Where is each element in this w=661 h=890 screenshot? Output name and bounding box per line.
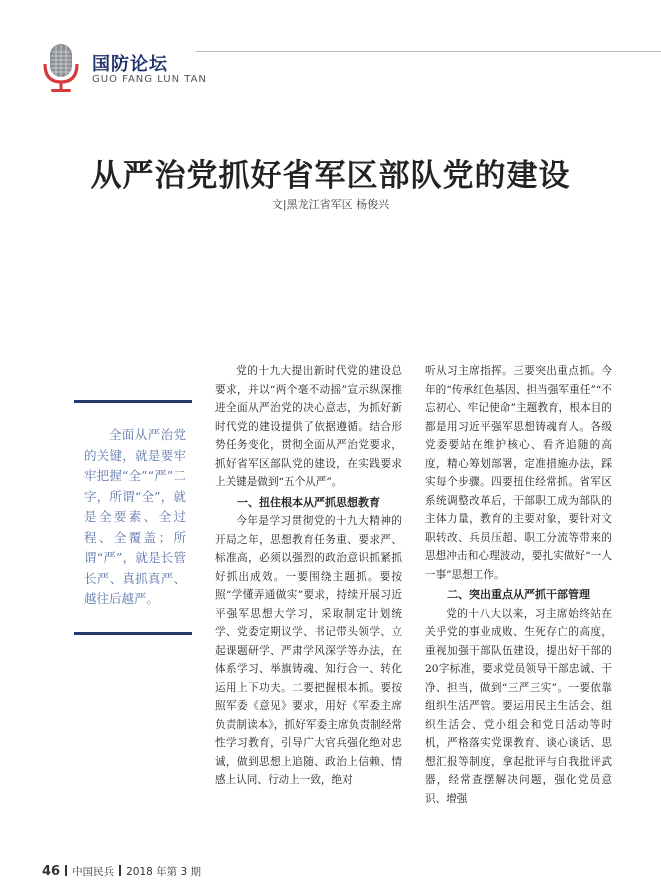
section-heading-1: 一、扭住根本从严抓思想教育: [237, 495, 380, 509]
pull-quote-box: [74, 400, 192, 635]
article-title: 从严治党抓好省军区部队党的建设: [90, 158, 571, 194]
page-footer: [42, 864, 201, 879]
paragraph-intro: 党的十九大提出新时代党的建设总要求，并以“两个毫不动摇”宣示纵深推进全面从严治党的决心意志，为抓好新时代党的建设提供了依据遵循。结合形势任务变化，贯彻全面从严治党要求，抓好省军区部队党的建设，在实践要求上关键是做到“五个从严”。: [215, 365, 402, 488]
paragraph-ideology-cont: 听从习主席指挥。三要突出重点抓。今年的“传承红色基因、担当强军重任”“不忘初心、牢记使命”主题教育，根本目的都是用习近平强军思想铸魂育人。各级党委要站在维护核心、看齐追随的高度，精心筹划部署，定准措施办法，踩实每个步骤。四要扭住经常抓。省军区系统调整改革后，干部职工成为部队的主体力量，教育的主要对象，要针对文职转改、兵员压超、职工分流等带来的思想冲击和心理波动，要扎实做好“一人一事”思想工作。: [425, 365, 612, 581]
body-column-2: [425, 362, 612, 808]
section-subtitle: GUO FANG LUN TAN: [92, 74, 207, 85]
pull-quote-bottom-rule: [74, 632, 192, 635]
paragraph-ideology: 今年是学习贯彻党的十九大精神的开局之年，思想教育任务重、要求严、标准高，必须以强烈的政治意识抓紧抓好抓出成效。一要围绕主题抓。要按照“学懂弄通做实”要求，持续开展习近平强军思想大学习，采取制定计划统学、党委定期议学、书记带头领学、立起课题研学、严肃学风深学等办法，在体系学习、举旗铸魂、知行合一、转化运用上下功夫。二要把握根本抓。要按照军委《意见》要求，用好《军委主席负责制读本》，抓好军委主席负责制经常性学习教育，引导广大官兵强化绝对忠诚，做到思想上追随、政治上信赖、情感上认同、行动上一致，绝对: [215, 515, 402, 786]
microphone-icon: [40, 42, 82, 98]
magazine-name: 中国民兵: [72, 866, 115, 878]
page-number: 46: [42, 864, 61, 879]
paragraph-cadre: 党的十八大以来，习主席始终站在关乎党的事业成败、生死存亡的高度，重视加强干部队伍建设，提出好干部的20字标准，要求党员领导干部忠诚、干净、担当，做到“三严三实”。一要依靠组织生活严管。要运用民主生活会、组织生活会、党小组会和党日活动等时机，严格落实党课教育、谈心谈话、思想汇报等制度，拿起批评与自我批评武器，经常查摆解决问题，强化党员意识、增强: [425, 607, 612, 805]
header-divider: [196, 51, 661, 52]
body-column-1: [215, 362, 402, 790]
section-heading-2: 二、突出重点从严抓干部管理: [447, 588, 590, 601]
pull-quote-text: 全面从严治党的关键，就是要牢牢把握“全”“严”二字，所谓“全”，就是全要素、全过程、全覆盖；所谓“严”，就是长管长严、真抓真严、越往后越严。: [84, 427, 186, 606]
article-byline: 文|黑龙江省军区 杨俊兴: [271, 198, 390, 211]
section-title: 国防论坛: [92, 54, 168, 75]
issue-info: 2018 年第 3 期: [126, 866, 202, 878]
